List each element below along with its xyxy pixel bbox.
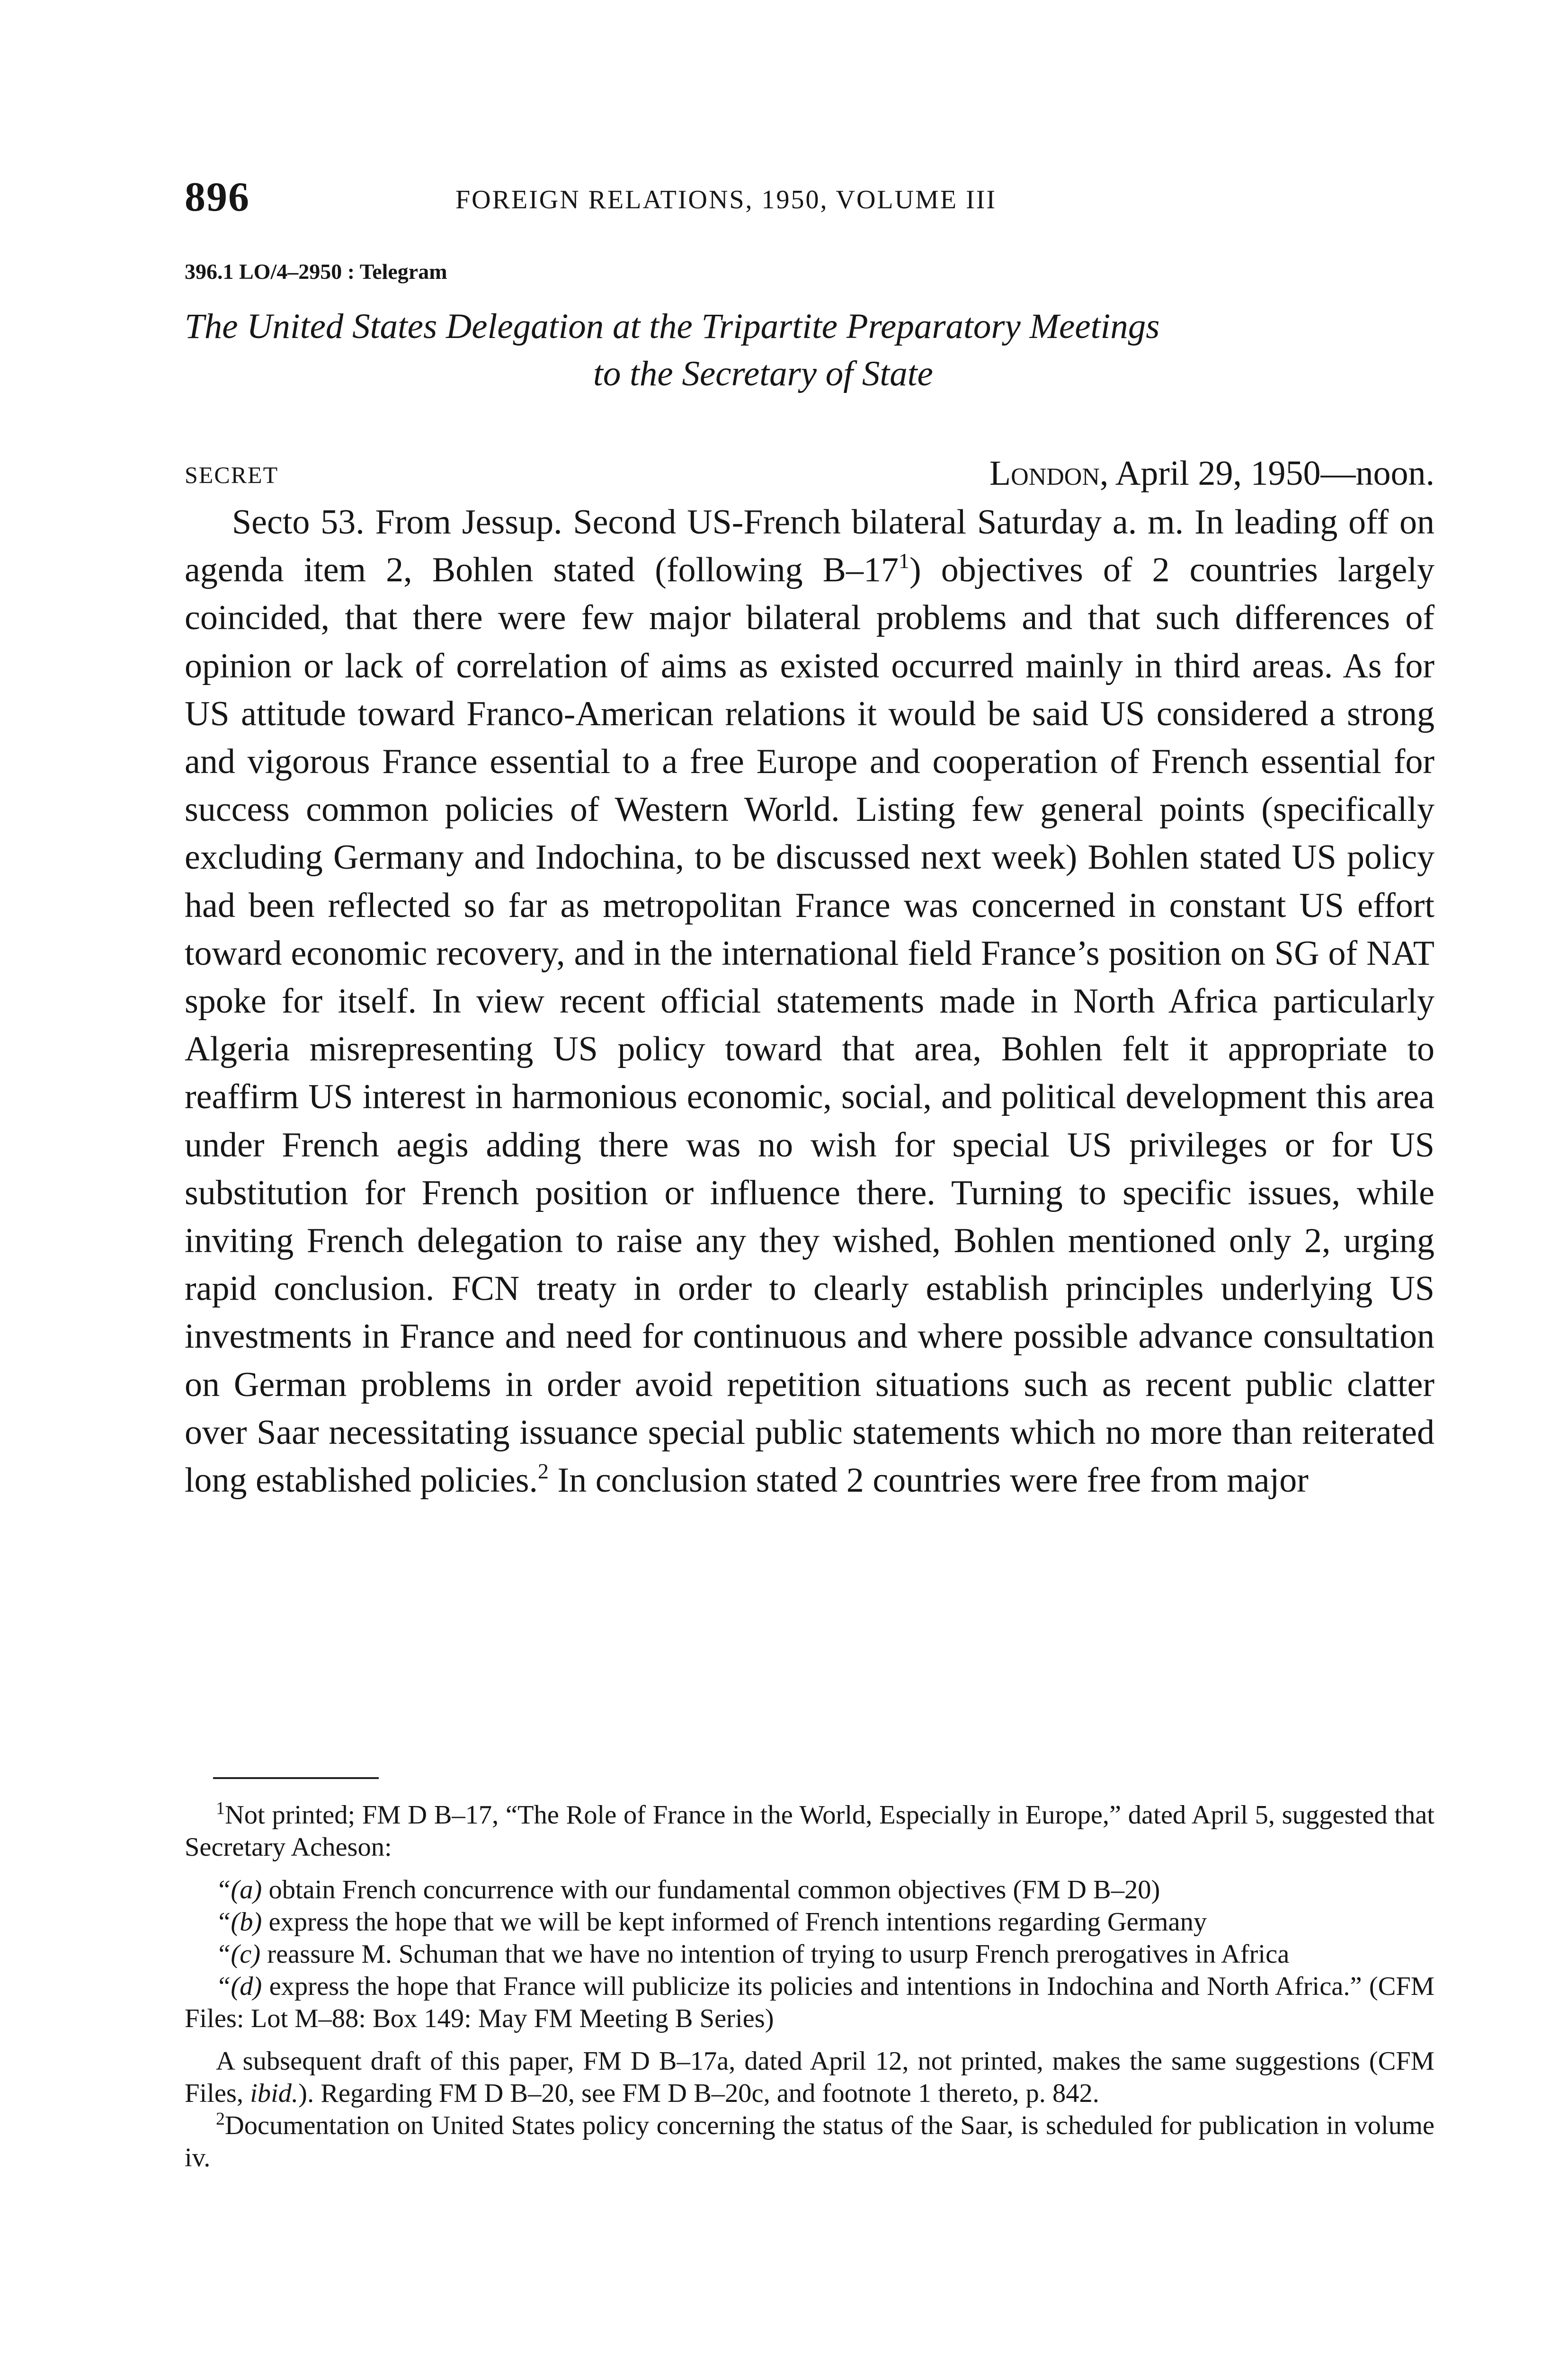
body-text-part-1: Secto 53. From Jessup. Second US-French bilateral Saturday a. m. In leading off on agenda item 2, Bohlen stated (following B–17	[185, 503, 1434, 590]
heading-line-2: to the Secretary of State	[593, 354, 933, 393]
heading-line-1: The United States Delegation at the Tripartite Preparatory Meetings	[185, 307, 1160, 346]
footnote-2-text: Documentation on United States policy concerning the status of the Saar, is scheduled for publication in volume iv.	[185, 2111, 1434, 2172]
footnote-2-number: 2	[216, 2109, 225, 2129]
page-number: 896	[185, 174, 250, 220]
date-time: , April 29, 1950—noon.	[1099, 454, 1434, 493]
body-text-part-2: ) objectives of 2 countries largely coincided, that there were few major bilateral problems and that such differences of opinion or lack of correlation of aims as existed occurred mainly in third areas. As for US attitude toward Franco-American relations it would be said US considered a strong and vigorous France essential to a free Europe and cooperation of French essential for success common policies of Western World. Listing few general points (specifically excluding Germany and Indochina, to be discussed next week) Bohlen stated US policy had been reflected so far as metropolitan France was concerned in constant US effort toward economic recovery, and in the international field France’s position on SG of NAT spoke for itself. In view recent official statements made in North Africa particularly Algeria misrepresenting US policy toward that area, Bohlen felt it appropriate to reaffirm US interest in harmonious economic, social, and political development this area under French aegis adding there was no wish for special US privileges or for US substitution for French position or influence there. Turning to specific issues, while inviting French delegation to raise any they wished, Bohlen mentioned only 2, urging rapid conclusion. FCN treaty in order to clearly establish principles underlying US investments in France and need for continuous and where possible advance consultation on German problems in order avoid repetition situations such as recent public clatter over Saar necessitating issuance special public statements which no more than reiterated long established policies.	[185, 551, 1434, 1500]
document-file-reference: 396.1 LO/4–2950 : Telegram	[185, 259, 447, 284]
place-name: London	[989, 454, 1100, 493]
running-title: FOREIGN RELATIONS, 1950, VOLUME III	[455, 185, 997, 214]
document-heading	[185, 303, 1434, 398]
classification-marking: SECRET	[185, 462, 279, 488]
telegram-body	[185, 498, 1434, 1504]
body-text-part-3: In conclusion stated 2 countries were free from major	[549, 1461, 1309, 1500]
footnote-1-item-d	[185, 1970, 1434, 2035]
body-paragraph	[185, 498, 1434, 1504]
footnote-1-text: Not printed; FM D B–17, “The Role of France in the World, Especially in Europe,” dated April 5, suggested that Secretary Acheson:	[185, 1800, 1434, 1862]
item-b-mark: “(b)	[216, 1907, 262, 1937]
dateline-row	[185, 450, 1434, 497]
item-d-mark: “(d)	[216, 1972, 262, 2001]
footnote-1-continuation	[185, 2045, 1434, 2109]
footnote-reference-2[interactable]: 2	[538, 1459, 549, 1484]
ibid-citation: ibid.	[250, 2079, 299, 2108]
running-head	[185, 171, 1434, 223]
item-b-text: express the hope that we will be kept informed of French intentions regarding Germany	[262, 1907, 1207, 1937]
item-c-text: reassure M. Schuman that we have no intention of trying to usurp French prerogatives in Africa	[260, 1940, 1290, 1969]
continuation-text-a: A subsequent draft of this paper, FM D B–17a, dated April 12, not printed, makes the same suggestions (CFM Files,	[185, 2047, 1434, 2108]
item-d-text: express the hope that France will publicize its policies and intentions in Indochina and North Africa.” (CFM Files: Lot M–88: Box 149: May FM Meeting B Series)	[185, 1972, 1434, 2033]
item-a-mark: “(a)	[216, 1875, 262, 1904]
item-a-text: obtain French concurrence with our fundamental common objectives (FM D B–20)	[262, 1875, 1160, 1904]
item-c-mark: “(c)	[216, 1940, 261, 1969]
footnote-1	[185, 1799, 1434, 1863]
footnote-1-number: 1	[216, 1798, 225, 1818]
footnote-1-item-b	[185, 1906, 1434, 1938]
footnote-1-item-a	[185, 1874, 1434, 1906]
footnotes	[185, 1799, 1434, 2174]
continuation-text-b: ). Regarding FM D B–20, see FM D B–20c, and footnote 1 thereto, p. 842.	[298, 2079, 1099, 2108]
footnote-2	[185, 2109, 1434, 2174]
footnote-divider	[213, 1777, 379, 1779]
footnote-reference-1[interactable]: 1	[899, 549, 910, 573]
footnote-1-item-c	[185, 1938, 1434, 1970]
place-and-date	[989, 450, 1434, 497]
